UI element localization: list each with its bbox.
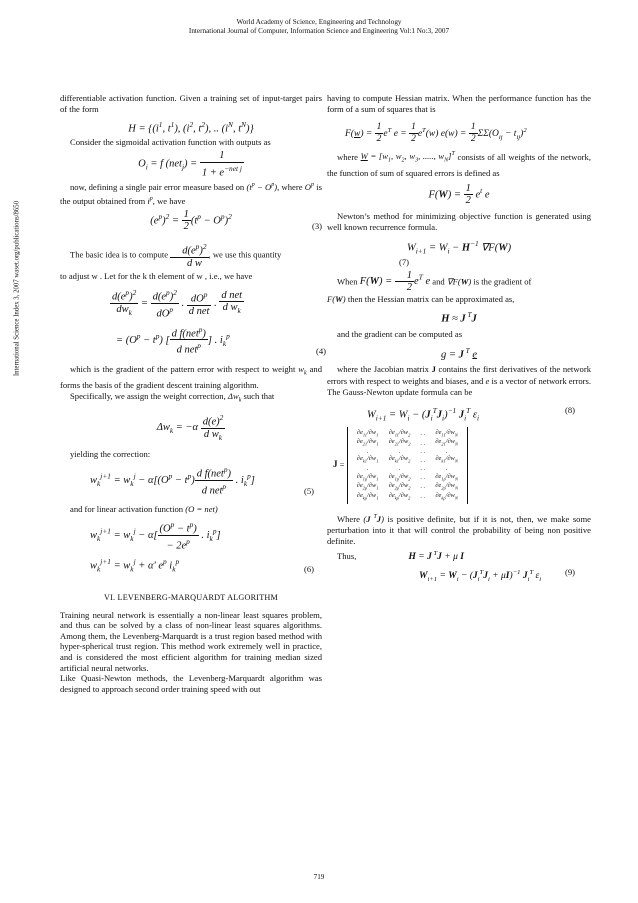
equation-weight-correction: $\Delta w_k = -\alpha$ $\frac{d(e)^2}{d w_k}$ — [156, 413, 224, 443]
right-p4b: and — [432, 276, 445, 287]
right-p3: Newton’s method for minimizing objective function is generated using well known recurrence formula. — [327, 210, 591, 233]
eq9-number: (9) — [565, 567, 576, 578]
page-number: 719 — [313, 873, 325, 881]
eq5-number: (5) — [304, 485, 315, 496]
equation-gradient-g: g = J $^T$ e — [440, 345, 478, 361]
section-heading: VI. LEVENBERG-MARQUARDT ALGORITHM — [103, 593, 279, 603]
left-p2: Consider the sigmoidal activation function with outputs as — [70, 136, 271, 147]
left-p3d: , we have — [152, 195, 186, 206]
equation-linear-correction: $w_k^{j+1} = w_k^j - \alpha$[ $\frac{(O^p - t^p)}{- 2e^p}$ . $i_k^p$] — [90, 520, 221, 552]
right-p4a: When — [337, 276, 358, 287]
eq7-number: (7) — [399, 256, 410, 267]
left-p4a: The basic idea is to compute — [70, 249, 169, 260]
equation-gauss-newton: $W_{i+1} = W_i - (J_i^TJ_i)^{-1}$ $J_i^T$ $\varepsilon_i$ (8) — [367, 405, 591, 421]
eq6-number: (6) — [304, 564, 315, 575]
left-column: differentiable activation function. Given a training set of input-target pairs of the form $H = \{(i^1$, $t^1$), ($i^2$, $t^2$), .. ($i^N$, $t^N$)} Consider the sigmoidal activation function with outputs as $O_i = f$ (net$_j$) = $\frac{1}{1 + e^{-net j}}$ now, defining a single pair error measure based on $(t^p - O^p)$, where $O^p$ is the output obtained from $i^p$, we have $(e^p)^2$ = $\frac{1}{2}$ $(t^p - O^p)^2$ (3) The basic idea is to compute $\frac{d(e^p)^2}{\text{d w}}$ , we use this quantity to adjust w . Let for the k th element of w , i.e., we have $\frac{d(e^p)^2}{dw_k}$ = $\frac{d(e^p)^2}{dO^p}$ . $\frac{dO^p}{\text{d net}}$ . $\frac{\text{d net}}{d w_k}$ = $(O^p - t^p)$ [ $\frac{d f(net^p)}{d net^p}$ ] . $i_k^p$ (4) which is the gradient of the pattern error with respect to weight $w_k$ and forms the basis of the gradient descent training algorithm. Specifically, we assign the weight correction, $\Delta w_k$ such that $\Delta w_k = -\alpha$ $\frac{d(e)^2}{d w_k}$ yielding the correction: $w_k^{j+1} = w_k^j - \alpha[(O^p - t^p)$ $\frac{d f(net^p)}{d net^p}$ . $i_k^p$] (5) and for linear activation function (O = net) $w_k^{j+1} = w_k^j - \alpha$[ $\frac{(O^p - t^p)}{- 2e^p}$ . $i_k^p$] $w_k^{j+1} = w_k^j + \alpha'$ $e^p$ $i_k^p$ (6) VI. LEVENBERG-MARQUARDT ALGORITHM Training neural network is essentially a non-linear least squares problem, and thus can be solved by a class of non-linear least squares algorithms. Among them, the Levenberg-Marquardt is a trust region based method with hyper-spherical trust region. This method work extremely well in practice, and is considered the most efficient algorithm for training median sized artificial neural networks. Like Quasi-Newton methods, the Levenberg-Marquardt algorithm was designed to approach second order training speed with out — [60, 93, 327, 694]
right-p2a: where — [337, 151, 358, 162]
equation-error-measure: $(e^p)^2$ = $\frac{1}{2}$ $(t^p - O^p)^2$ (3) — [150, 208, 322, 233]
equation-linear-final: $w_k^{j+1} = w_k^j + \alpha'$ $e^p$ $i_k^p$ (6) — [90, 556, 322, 578]
left-p11: Like Quasi-Newton methods, the Levenberg-Marquardt algorithm was designed to approach second order training speed with out — [60, 673, 322, 694]
left-p10: Training neural network is essentially a non-linear least squares problem, and thus can be solved by a class of non-linear least squares algorithms. Among them, the Levenberg-Marquardt is a trust region based method with hyper-spherical trust region. This method work extremely well in practice, and is considered the most efficient algorithm for training median sized artificial neural networks. — [60, 609, 322, 673]
equation-hessian: H ≈ J $^T$J — [441, 310, 477, 325]
equation-correction: $w_k^{j+1} = w_k^j - \alpha[(O^p - t^p)$ $\frac{d f(net^p)}{d net^p}$ . $i_k^p$] (5) — [90, 464, 322, 498]
eq3-number: (3) — [311, 220, 322, 231]
journal-subtitle: International Journal of Computer, Information Science and Engineering Vol:1 No:3, 2007 — [188, 27, 450, 35]
right-p4c: is the gradient of — [473, 276, 532, 287]
right-p2b: consists of all weights of the network, the function of sum of squared errors is defined as — [327, 151, 591, 178]
left-p1: differentiable activation function. Given a training set of input-target pairs of the form — [60, 93, 322, 115]
eq8-number: (8) — [565, 404, 576, 415]
right-p1: having to compute Hessian matrix. When the performance function has the form of a sum of squares that is — [327, 93, 591, 115]
right-p8: Thus, — [337, 550, 357, 561]
equation-chain-rule: $\frac{d(e^p)^2}{dw_k}$ = $\frac{d(e^p)^2}{dO^p}$ . $\frac{dO^p}{\text{d net}}$ . $\frac{\text{d net}}{d w_k}$ — [112, 287, 243, 320]
right-p4d: then the Hessian matrix can be approximated as, — [347, 293, 515, 304]
eq4-number: (4) — [316, 345, 327, 356]
equation-sigmoid: $O_i = f$ (net$_j$) = $\frac{1}{1 + e^{-net j}}$ — [138, 150, 242, 179]
left-p5: to adjust w . Let for the k th element of w , i.e., we have — [60, 271, 253, 282]
left-p3a: now, defining a single pair error measure based on — [70, 182, 245, 193]
left-p8: yielding the correction: — [70, 448, 151, 459]
right-column: having to compute Hessian matrix. When the performance function has the form of a sum of squares that is F(w) = $\frac{1}{2}$ $e^T$ e = $\frac{1}{2}$ $e^T(w) e(w)$ = $\frac{1}{2}$ $\Sigma\Sigma(O_{ij} - t_{ij})^2$ where $W = [w_1$, $w_2$, $w_3$, ....., $w_N]^T$ consists of all weights of the network, the function of sum of squared errors is defined as F(W) = $\frac{1}{2}$ $e^t$ e Newton’s method for minimizing objective function is generated using well known recurrence formula. $W_{i+1} = W_i - H^{-1}$ ∇F(W) (7) When F(W) = $\frac{1}{2}$ $e^T$ e and ∇F(W) is the gradient of F(W) then the Hessian matrix can be approximated as, H ≈ J $^T$J and the gradient can be computed as g = J $^T$ e where the Jacobian matrix J contains the first derivatives of the network errors with respect to weights and biases, and e is a vector of network errors. The Gauss-Newton update formula can be $W_{i+1} = W_i - (J_i^TJ_i)^{-1}$ $J_i^T$ $\varepsilon_i$ (8) J = $\partial e_{11}/\partial w_1$ $\partial e_{11}/\partial w_2$ . . $\partial e_{11}/\partial w_N$ $\partial e_{21}/\partial w_1$ $\partial e_{21}/\partial w_2$ . . $\partial e_{21}/\partial w_N$ . . . . . $\partial e_{k1}/\partial w_1$ $\partial e_{k1}/\partial w_2$ . . $\partial e_{k1}/\partial w_N$ . . . . . $\partial e_{1p}/\partial w_1$ $\partial e_{1p}/\partial w_2$ . . $\partial e_{1p}/\partial w_N$ $\partial e_{2p}/\partial w_1$ $\partial e_{2p}/\partial w_2$ . . $\partial e_{2p}/\partial w_N$ $\partial e_{kp}/\partial w_1$ $\partial e_{kp}/\partial w_2$ . . $\partial e_{kp}/\partial w_N$ Where (J $^T$J) is positive definite, but if it is not, then, we make some perturbation into it that will control the probability of being non positive definite. Thus, H = J $^T$J + μ I $W_{i+1} = W_i - (J_i^TJ_i + \mu I)^{-1}$ $J_i^T$ $\varepsilon_i$ (9) — [327, 93, 591, 584]
side-note: International Science Index 3, 2007 waset.org/publications/8650 — [13, 200, 21, 377]
left-p3c: is the output obtained from — [60, 182, 322, 206]
equation-sum-of-squares: F(w) = $\frac{1}{2}$ $e^T$ e = $\frac{1}{2}$ $e^T(w) e(w)$ = $\frac{1}{2}$ $\Sigma\Sigma(O_{ij} - t_{ij})^2$ — [345, 121, 527, 145]
left-p3b: , where — [277, 182, 303, 193]
equation-training-set: $H = \{(i^1$, $t^1$), ($i^2$, $t^2$), .. ($i^N$, $t^N$)} — [128, 119, 254, 135]
equation-newton: $W_{i+1} = W_i - H^{-1}$ ∇F(W) — [406, 238, 512, 256]
journal-title: World Academy of Science, Engineering and Technology — [236, 18, 402, 26]
left-p4b: , we use this quantity — [208, 249, 282, 260]
equation-F: F(W) = $\frac{1}{2}$ $e^t$ e — [428, 183, 490, 207]
equation-gradient: = $(O^p - t^p)$ [ $\frac{d f(net^p)}{d net^p}$ ] . $i_k^p$ (4) — [116, 324, 327, 356]
right-p5: and the gradient can be computed as — [337, 329, 463, 340]
equation-lm-update: $W_{i+1} = W_i - (J_i^TJ_i + \mu I)^{-1}$ $J_i^T$ $\varepsilon_i$ (9) — [419, 567, 591, 581]
jacobian-matrix: J = $\partial e_{11}/\partial w_1$ $\partial e_{11}/\partial w_2$ . . $\partial e_{11}/\partial w_N$ $\partial e_{21}/\partial w_1$ $\partial e_{21}/\partial w_2$ . . $\partial e_{21}/\partial w_N$ . . . . . $\partial e_{k1}/\partial w_1$ $\partial e_{k1}/\partial w_2$ . . $\partial e_{k1}/\partial w_N$ . . . . . $\partial e_{1p}/\partial w_1$ $\partial e_{1p}/\partial w_2$ . . $\partial e_{1p}/\partial w_N$ $\partial e_{2p}/\partial w_1$ $\partial e_{2p}/\partial w_2$ . . $\partial e_{2p}/\partial w_N$ $\partial e_{kp}/\partial w_1$ $\partial e_{kp}/\partial w_2$ . . $\partial e_{kp}/\partial w_N$ — [333, 427, 591, 504]
